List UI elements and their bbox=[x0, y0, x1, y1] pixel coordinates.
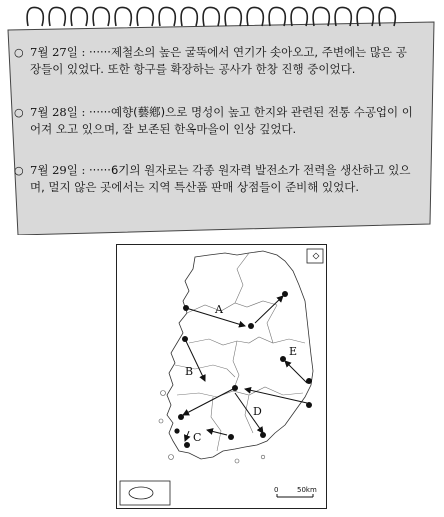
route-label-c: C bbox=[193, 431, 202, 444]
jeju-inset bbox=[120, 481, 170, 505]
journal-entry-3 bbox=[14, 162, 416, 196]
point-southwest bbox=[174, 428, 179, 433]
route-points bbox=[174, 291, 312, 448]
point-e-end bbox=[280, 356, 286, 362]
route-c2-arrow bbox=[185, 431, 189, 441]
entry-date: 7월 28일 : bbox=[30, 105, 86, 119]
entry-text: ······제철소의 높은 굴뚝에서 연기가 솟아오고, 주변에는 많은 공장들이 있었다. 또한 항구를 확장하는 공사가 한창 진행 중이었다. bbox=[30, 45, 407, 76]
province-boundaries bbox=[175, 253, 305, 451]
route-b2-arrow bbox=[183, 388, 235, 415]
scale-zero: 0 bbox=[274, 486, 279, 494]
route-label-b: B bbox=[185, 365, 194, 378]
point-a-mid bbox=[248, 323, 254, 329]
jeju-island bbox=[129, 487, 153, 499]
point-e-start bbox=[306, 378, 312, 384]
bullet-icon: ○ bbox=[14, 106, 24, 119]
route-e-arrow bbox=[285, 361, 307, 383]
point-center bbox=[232, 385, 238, 391]
route-arrows bbox=[183, 296, 307, 441]
entry-text: ······6기의 원자로는 각종 원자력 발전소가 전력을 생산하고 있으며, 멀지 않은 곳에서는 지역 특산품 판매 상점들이 준비해 있었다. bbox=[30, 163, 411, 194]
scale-bar bbox=[274, 486, 317, 497]
point-b-start bbox=[182, 336, 188, 342]
point-east-coast bbox=[306, 402, 312, 408]
entry-date: 7월 29일 : bbox=[30, 163, 86, 177]
route-label-e: E bbox=[289, 345, 298, 358]
entry-text: ······예향(藝鄕)으로 명성이 높고 한지와 관련된 전통 수공업이 이어져 오고 있으며, 잘 보존된 한옥마을이 인상 깊었다. bbox=[30, 105, 413, 136]
entry-date: 7월 27일 : bbox=[30, 45, 86, 59]
point-c-east bbox=[228, 434, 234, 440]
scale-distance: 50km bbox=[297, 486, 317, 494]
route-d-arrow bbox=[245, 389, 307, 403]
bullet-icon: ○ bbox=[14, 164, 24, 177]
route-c-arrow bbox=[207, 430, 227, 435]
route-label-d: D bbox=[253, 405, 262, 418]
point-d-end bbox=[260, 432, 266, 438]
point-b-end bbox=[178, 414, 184, 420]
journal-entry-2 bbox=[14, 104, 416, 138]
point-a-end bbox=[282, 291, 288, 297]
spiral-binding bbox=[27, 7, 395, 26]
route-label-a: A bbox=[215, 303, 223, 316]
route-map bbox=[116, 244, 327, 509]
point-c-west bbox=[184, 442, 190, 448]
journal-entry-1 bbox=[14, 44, 416, 78]
ulleungdo-inset bbox=[307, 249, 323, 263]
coastal-islands bbox=[159, 391, 265, 464]
bullet-icon: ○ bbox=[14, 46, 24, 59]
point-a-start bbox=[183, 305, 189, 311]
